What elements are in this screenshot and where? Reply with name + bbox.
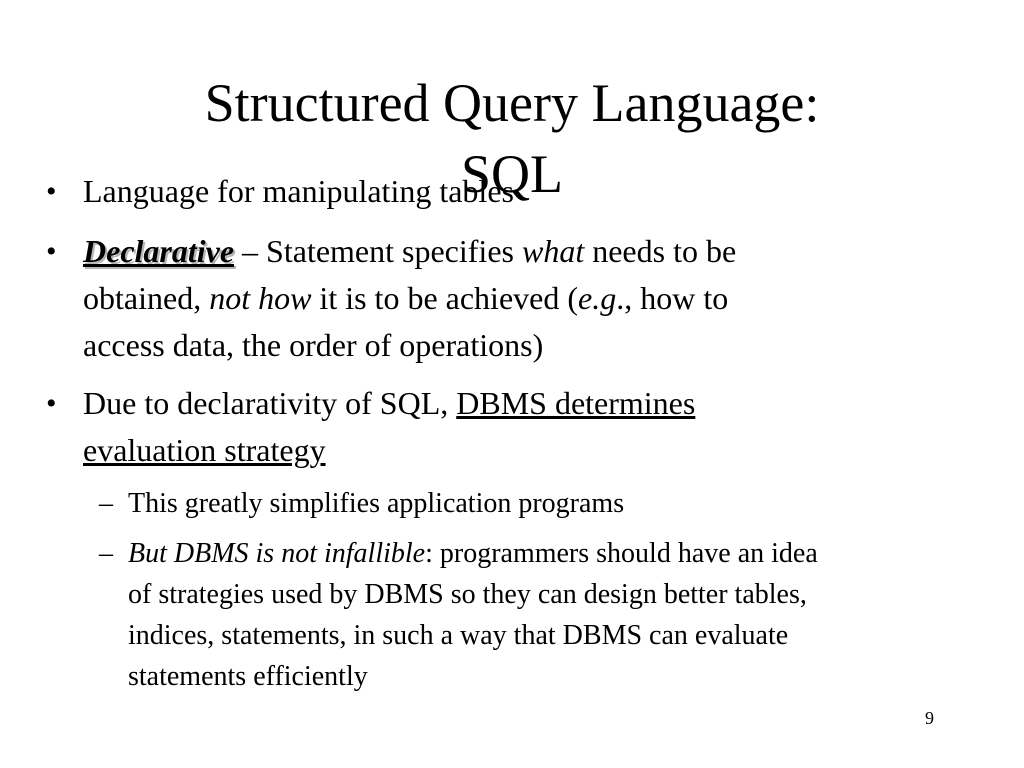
text-run: – Statement specifies — [234, 233, 522, 269]
text-run: ., how to — [616, 280, 729, 316]
page-number: 9 — [925, 708, 934, 728]
sub-bullet-item — [99, 533, 818, 697]
text-run-italic: e.g — [578, 280, 617, 316]
bullet-text-line: access data, the order of operations) — [83, 327, 544, 363]
sub-bullet-text-line: statements efficiently — [128, 661, 368, 692]
bullet-item — [46, 168, 514, 215]
text-run: : programmers should have an idea — [425, 538, 818, 569]
declarative-term: Declarative — [83, 233, 235, 269]
dash-icon: – — [99, 538, 113, 569]
bullet-text: Language for manipulating tables — [83, 173, 514, 209]
bullet-text-line — [83, 427, 695, 474]
bullet-item — [46, 228, 737, 369]
bullet-text-line — [83, 380, 695, 427]
dash-icon: – — [99, 488, 113, 519]
bullet-text-line — [83, 228, 736, 275]
sub-bullet-text: This greatly simplifies application programs — [128, 488, 625, 519]
bullet-icon: • — [46, 175, 57, 208]
text-run-underlined: DBMS determines — [456, 385, 696, 421]
bullet-icon: • — [46, 235, 57, 268]
sub-bullet-text-line — [128, 533, 818, 574]
bullet-text-line — [83, 275, 736, 322]
sub-bullet-text-line: indices, statements, in such a way that DBMS can evaluate — [128, 620, 789, 651]
bullet-icon: • — [46, 387, 57, 420]
slide-title-line-1: Structured Query Language: — [204, 73, 820, 133]
text-run-underlined: evaluation strategy — [83, 432, 326, 468]
sub-bullet-text-line: of strategies used by DBMS so they can design better tables, — [128, 579, 807, 610]
text-run: Due to declarativity of SQL, — [83, 385, 457, 421]
text-run-italic: not how — [209, 280, 312, 316]
slide-title-line-2: SQL — [460, 144, 563, 204]
text-run: needs to be — [584, 233, 737, 269]
text-run-italic: what — [521, 233, 585, 269]
text-run-italic: But DBMS is not infallible — [128, 538, 426, 569]
sub-bullet-item — [99, 483, 625, 524]
bullet-item — [46, 380, 696, 474]
text-run: it is to be achieved ( — [311, 280, 578, 316]
text-run: obtained, — [83, 280, 210, 316]
